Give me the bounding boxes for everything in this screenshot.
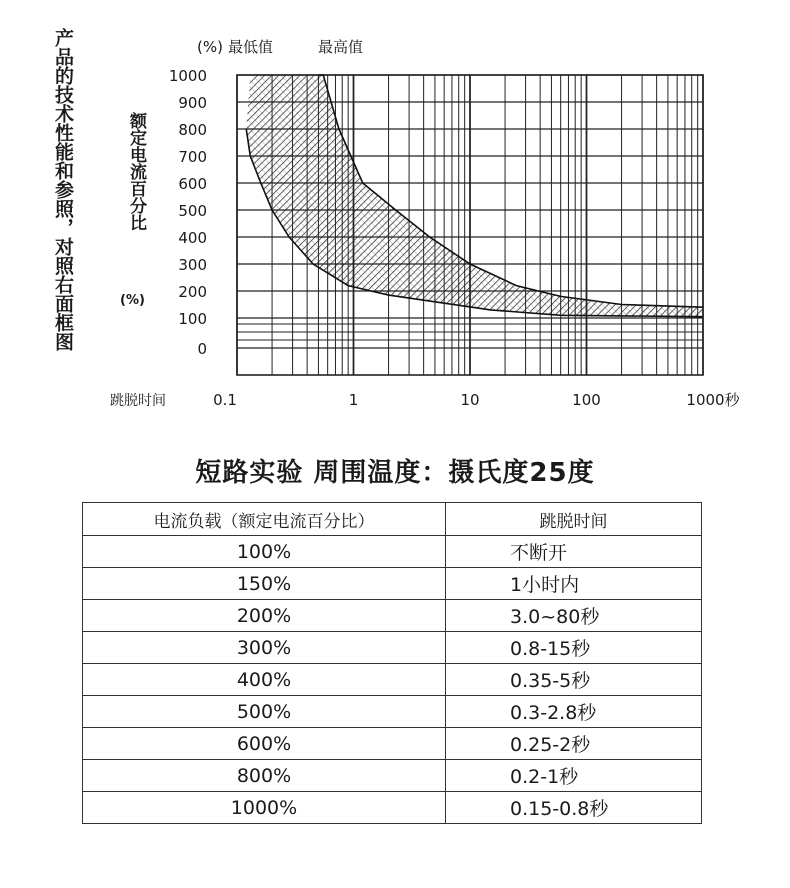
- x-tick-label: 10: [460, 391, 480, 409]
- trip-time-table: [82, 502, 702, 824]
- x-tick-label: 1000秒: [686, 391, 740, 409]
- table-row: [83, 664, 702, 696]
- current-load-cell: 600%: [83, 728, 446, 760]
- current-load-cell: 1000%: [83, 792, 446, 824]
- legend-unit: (%): [197, 38, 223, 56]
- table-row: [83, 792, 702, 824]
- y-axis-label: 额定电流百分比: [126, 112, 146, 231]
- x-tick-label: 1: [348, 391, 359, 409]
- trip-time-cell: 0.8-15秒: [446, 632, 702, 664]
- y-tick-label: 400: [178, 229, 207, 247]
- trip-band-crosshatch: [246, 75, 703, 317]
- header-current-load: 电流负载（额定电流百分比）: [83, 503, 446, 536]
- legend-max-label: 最高值: [318, 38, 364, 56]
- current-load-cell: 500%: [83, 696, 446, 728]
- trip-time-cell: 3.0~80秒: [446, 600, 702, 632]
- y-tick-label: 700: [178, 148, 207, 166]
- table-row: [83, 728, 702, 760]
- current-load-cell: 200%: [83, 600, 446, 632]
- table-row: [83, 568, 702, 600]
- trip-time-cell: 0.25-2秒: [446, 728, 702, 760]
- y-axis-unit: (%): [120, 293, 145, 308]
- trip-time-cell: 0.15-0.8秒: [446, 792, 702, 824]
- trip-time-cell: 0.3-2.8秒: [446, 696, 702, 728]
- y-tick-label: 1000: [168, 67, 207, 85]
- x-tick-label: 0.1: [213, 391, 237, 409]
- table-row: [83, 632, 702, 664]
- table-row: [83, 760, 702, 792]
- y-tick-label: 800: [178, 121, 207, 139]
- table-row: [83, 536, 702, 568]
- trip-band: [246, 75, 703, 317]
- y-tick-label: 500: [178, 202, 207, 220]
- y-tick-label: 600: [178, 175, 207, 193]
- current-load-cell: 150%: [83, 568, 446, 600]
- y-tick-label: 100: [178, 310, 207, 328]
- y-tick-label: 0: [197, 340, 207, 358]
- current-load-cell: 300%: [83, 632, 446, 664]
- x-tick-label: 100: [572, 391, 601, 409]
- trip-time-cell: 不断开: [446, 536, 702, 568]
- table-title: 短路实验 周围温度：摄氏度25度: [195, 458, 595, 488]
- header-trip-time: 跳脱时间: [446, 503, 702, 536]
- table-row: [83, 600, 702, 632]
- y-tick-label: 300: [178, 256, 207, 274]
- current-load-cell: 100%: [83, 536, 446, 568]
- trip-time-cell: 0.35-5秒: [446, 664, 702, 696]
- x-tick-labels: [213, 391, 741, 409]
- current-load-cell: 800%: [83, 760, 446, 792]
- y-tick-labels: [169, 67, 207, 358]
- table-row: [83, 696, 702, 728]
- legend-min-label: 最低值: [228, 38, 274, 56]
- trip-time-cell: 0.2-1秒: [446, 760, 702, 792]
- y-tick-label: 900: [178, 94, 207, 112]
- trip-time-cell: 1小时内: [446, 568, 702, 600]
- table-header-row: [83, 503, 702, 536]
- current-load-cell: 400%: [83, 664, 446, 696]
- side-note: 产品的技术性能和参照，对照右面框图: [52, 28, 74, 351]
- x-axis-label: 跳脱时间: [110, 393, 166, 409]
- y-tick-label: 200: [178, 283, 207, 301]
